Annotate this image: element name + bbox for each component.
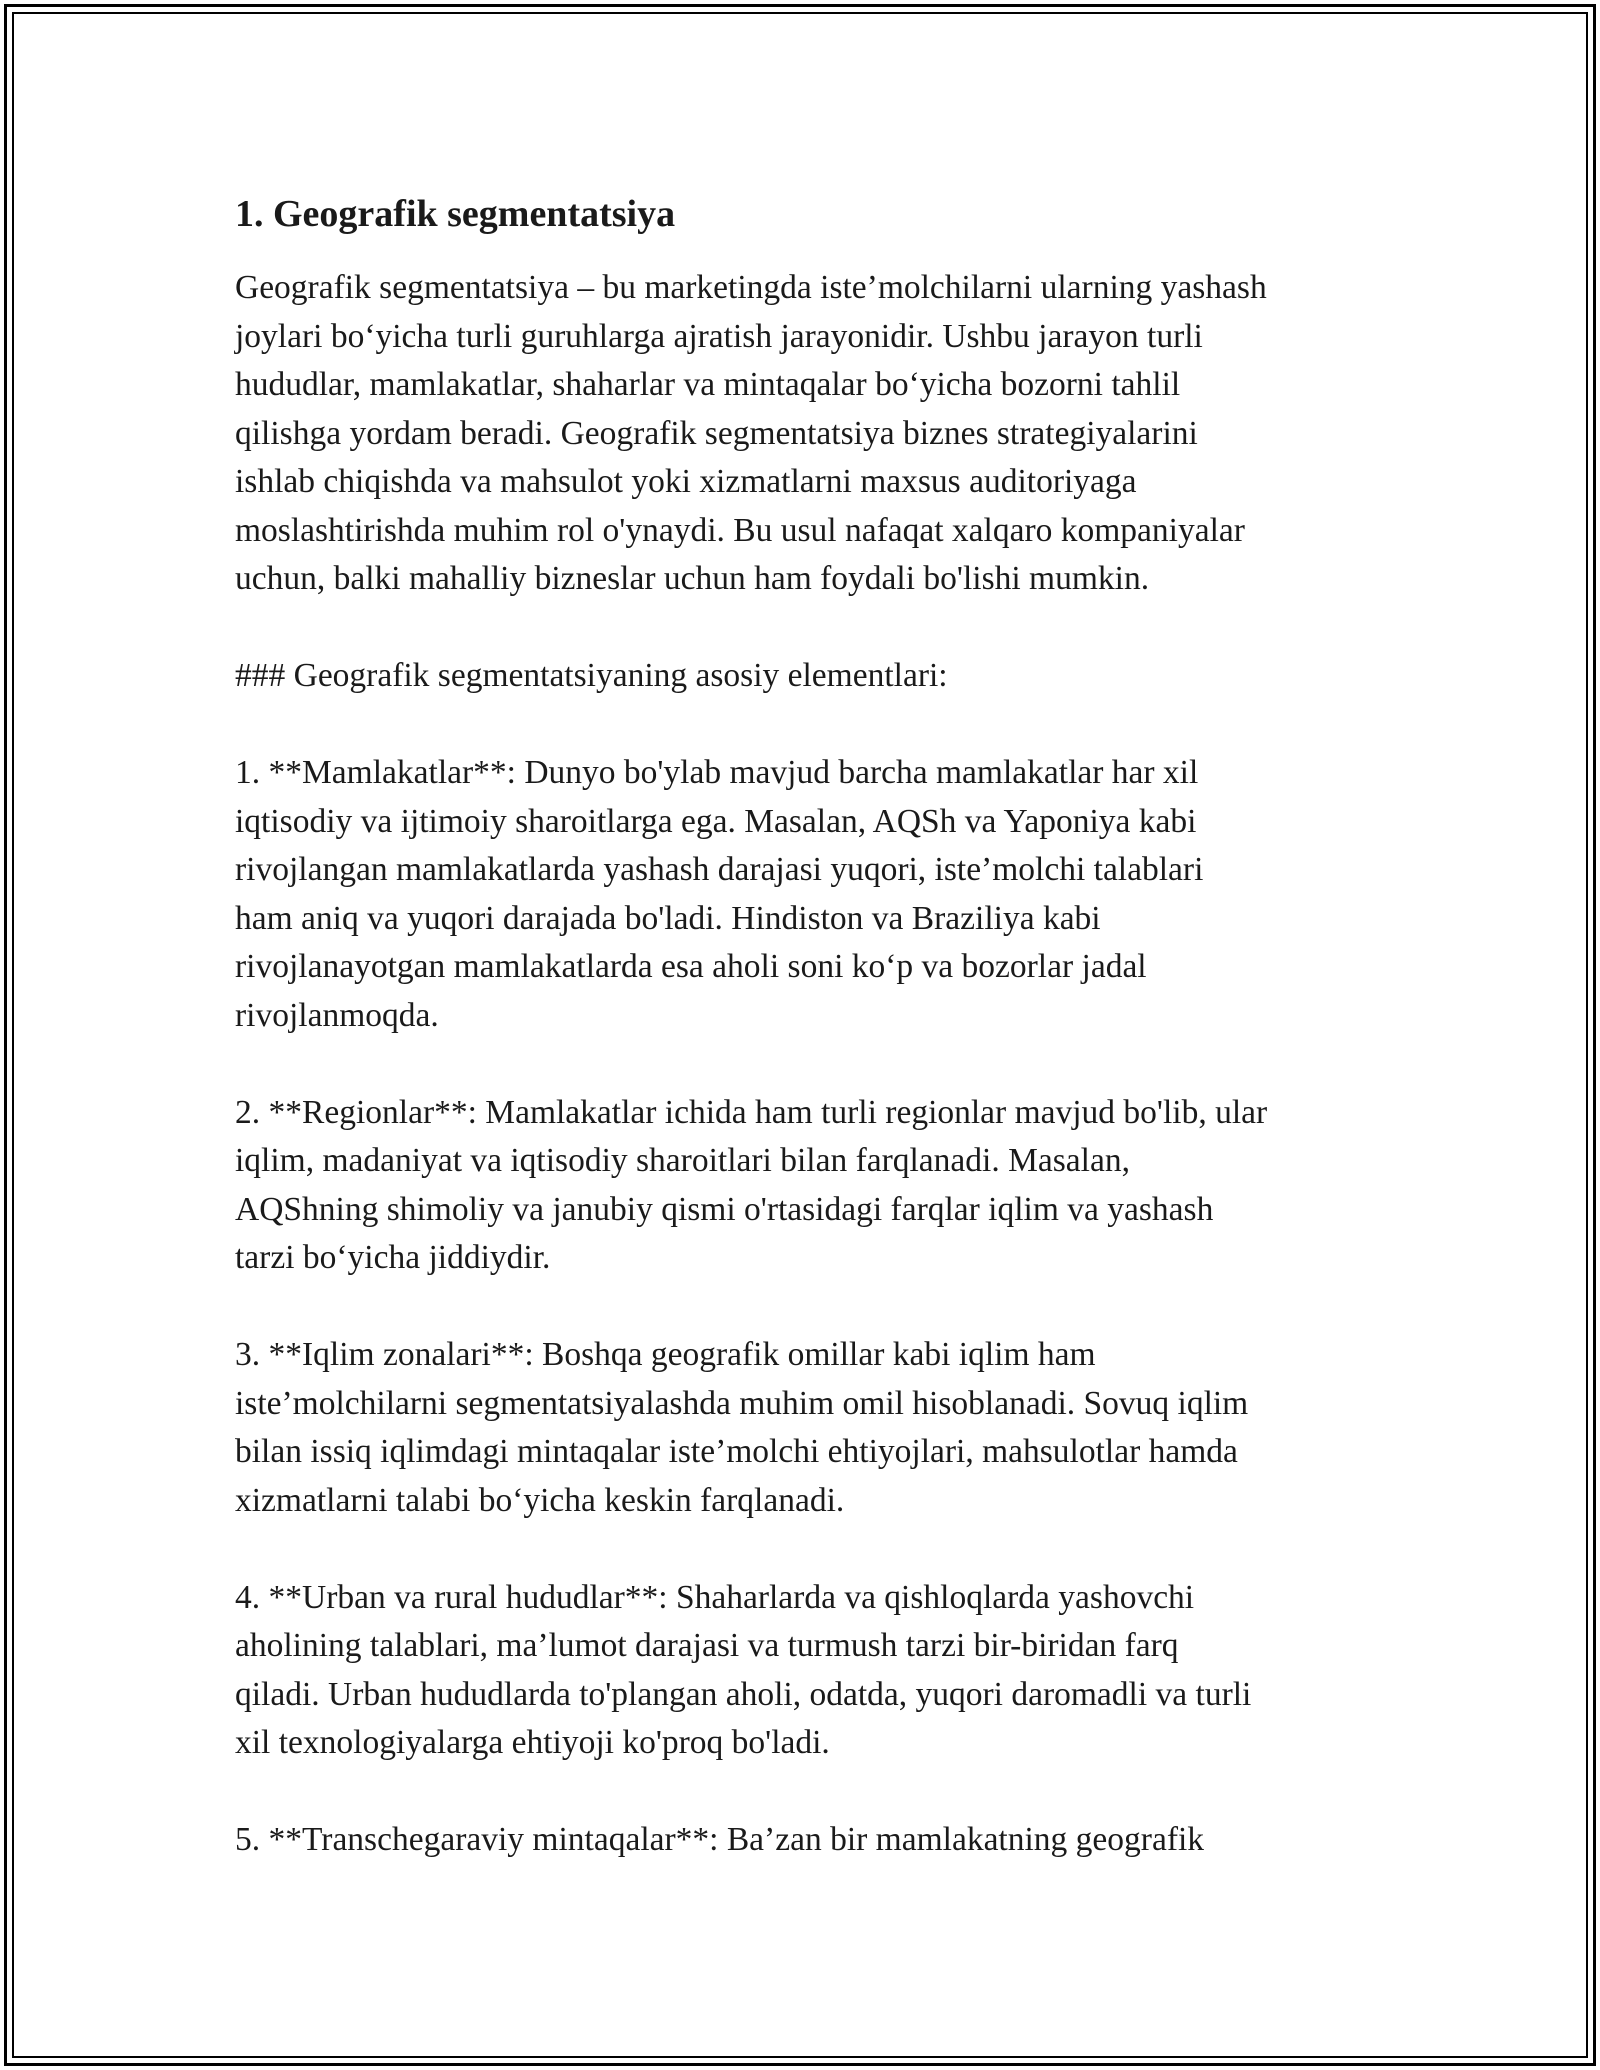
- text-line: aholining talablari, ma’lumot darajasi va turmush tarzi bir-biridan farq: [235, 1627, 1179, 1664]
- text-line: 2. **Regionlar**: Mamlakatlar ichida ham turli regionlar mavjud bo'lib, ular: [235, 1093, 1268, 1131]
- section-heading: 1. Geografik segmentatsiya: [235, 193, 676, 235]
- paragraph-spacer: [235, 1283, 1385, 1332]
- text-line: bilan issiq iqlimdagi mintaqalar iste’molchi ehtiyojlari, mahsulotlar hamda: [235, 1433, 1238, 1470]
- body-paragraph: [235, 1574, 1385, 1768]
- text-line: xil texnologiyalarga ehtiyoji ko'proq bo'ladi.: [235, 1724, 830, 1761]
- text-line: 5. **Transchegaraviy mintaqalar**: Ba’zan bir mamlakatning geografik: [235, 1821, 1205, 1858]
- text-line: ham aniq va yuqori darajada bo'ladi. Hindiston va Braziliya kabi: [235, 899, 1101, 937]
- text-line: iqtisodiy va ijtimoiy sharoitlarga ega. Masalan, AQSh va Yaponiya kabi: [235, 802, 1197, 840]
- paragraph-spacer: [235, 1525, 1385, 1574]
- paragraph-list: [235, 264, 1385, 1865]
- subheading-paragraph: [235, 652, 1385, 701]
- text-line: AQShning shimoliy va janubiy qismi o'rtasidagi farqlar iqlim va yashash: [235, 1190, 1214, 1228]
- document-body: [235, 190, 1385, 1865]
- text-line: tarzi bo‘yicha jiddiydir.: [235, 1239, 551, 1276]
- text-line: qiladi. Urban hududlarda to'plangan aholi, odatda, yuqori daromadli va turli: [235, 1675, 1252, 1713]
- text-line: xizmatlarni talabi bo‘yicha keskin farqlanadi.: [235, 1481, 845, 1519]
- text-line: moslashtirishda muhim rol o'ynaydi. Bu usul nafaqat xalqaro kompaniyalar: [235, 511, 1245, 549]
- body-paragraph: [235, 749, 1385, 1040]
- text-line: Geografik segmentatsiya – bu marketingda iste’molchilarni ularning yashash: [235, 269, 1267, 306]
- body-paragraph: [235, 1331, 1385, 1525]
- text-line: ishlab chiqishda va mahsulot yoki xizmatlarni maxsus auditoriyaga: [235, 463, 1137, 500]
- text-line: 3. **Iqlim zonalari**: Boshqa geografik omillar kabi iqlim ham: [235, 1336, 1096, 1373]
- text-line: qilishga yordam beradi. Geografik segmentatsiya biznes strategiyalarini: [235, 414, 1198, 452]
- text-line: iste’molchilarni segmentatsiyalashda muhim omil hisoblanadi. Sovuq iqlim: [235, 1384, 1249, 1422]
- body-paragraph: [235, 264, 1385, 604]
- paragraph-spacer: [235, 1768, 1385, 1817]
- text-line: 1. **Mamlakatlar**: Dunyo bo'ylab mavjud barcha mamlakatlar har xil: [235, 754, 1199, 791]
- text-line: hududlar, mamlakatlar, shaharlar va mintaqalar bo‘yicha bozorni tahlil: [235, 366, 1181, 403]
- paragraph-spacer: [235, 701, 1385, 750]
- text-line: iqlim, madaniyat va iqtisodiy sharoitlari bilan farqlanadi. Masalan,: [235, 1142, 1130, 1179]
- text-line: rivojlanmoqda.: [235, 996, 439, 1034]
- text-line: joylari bo‘yicha turli guruhlarga ajratish jarayonidir. Ushbu jarayon turli: [235, 317, 1203, 355]
- text-line: uchun, balki mahalliy bizneslar uchun ham foydali bo'lishi mumkin.: [235, 560, 1150, 597]
- body-paragraph: [235, 1816, 1385, 1865]
- text-line: ### Geografik segmentatsiyaning asosiy elementlari:: [235, 657, 948, 694]
- text-line: rivojlanayotgan mamlakatlarda esa aholi soni ko‘p va bozorlar jadal: [235, 948, 1147, 985]
- paragraph-spacer: [235, 604, 1385, 653]
- paragraph-spacer: [235, 1040, 1385, 1089]
- text-line: rivojlangan mamlakatlarda yashash darajasi yuqori, iste’molchi talablari: [235, 851, 1204, 888]
- text-line: 4. **Urban va rural hududlar**: Shaharlarda va qishloqlarda yashovchi: [235, 1578, 1195, 1616]
- body-paragraph: [235, 1089, 1385, 1283]
